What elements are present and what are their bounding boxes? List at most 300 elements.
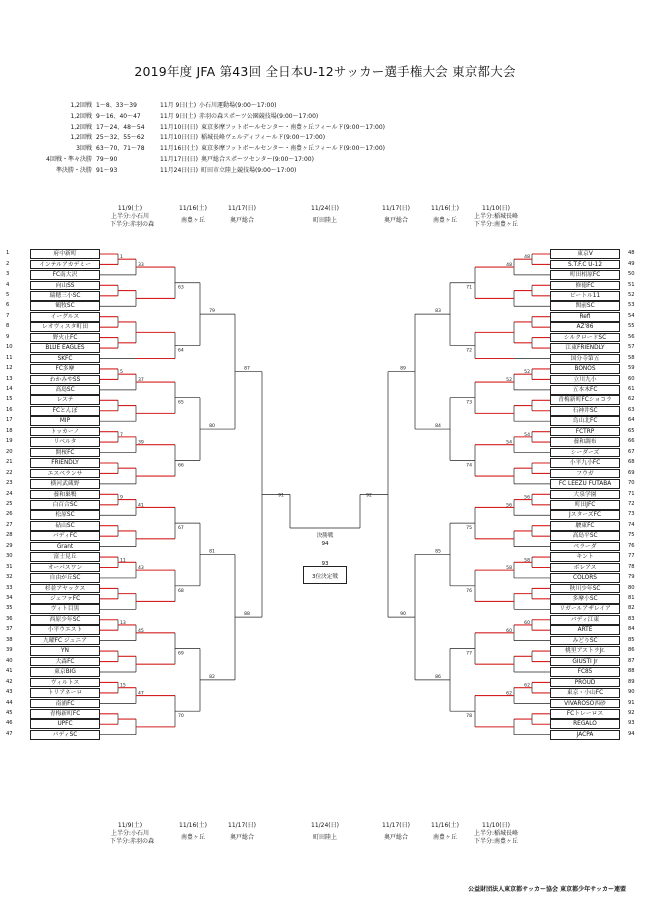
match-number: 64 bbox=[178, 348, 184, 354]
header-r3-date: 11/16(土) bbox=[179, 822, 207, 829]
match-number: 68 bbox=[178, 588, 184, 594]
seed-number: 50 bbox=[628, 271, 635, 278]
header-left-venue-upper: 上半分:小石川 bbox=[110, 830, 150, 837]
seed-number: 67 bbox=[628, 448, 635, 455]
team-right: 石神井SC bbox=[550, 406, 620, 416]
schedule-venue: 奥戸総合スポーツセンター(9:00～17:00) bbox=[200, 156, 314, 163]
schedule-round: 3回戦 bbox=[76, 145, 92, 153]
header-r3-date-right: 11/16(土) bbox=[431, 205, 459, 212]
team-right: 養和調布 bbox=[550, 437, 620, 447]
header-right-venue-lower: 下半分:南豊ヶ丘 bbox=[473, 838, 519, 845]
schedule-round: 1,2回戦 bbox=[70, 112, 92, 120]
match-number: 41 bbox=[138, 503, 144, 509]
team-right: ボレアス bbox=[550, 563, 620, 573]
seed-number: 79 bbox=[628, 574, 635, 581]
seed-number: 70 bbox=[628, 480, 635, 487]
team-left: Grant bbox=[30, 542, 100, 552]
team-left: FRIENDLY bbox=[30, 458, 100, 468]
match-number: 90 bbox=[400, 612, 406, 618]
match-number: 60 bbox=[506, 628, 512, 634]
seed-number: 5 bbox=[6, 291, 10, 298]
team-left: 瑞穂三小SC bbox=[30, 291, 100, 301]
team-right: 江東FRIENDLY bbox=[550, 343, 620, 353]
header-final-date: 11/24(日) bbox=[311, 205, 339, 212]
team-left: SKFC bbox=[30, 354, 100, 364]
match-number: 88 bbox=[244, 612, 250, 618]
header-r4-date: 11/17(日) bbox=[228, 205, 256, 212]
team-right: 秋川少年SC bbox=[550, 584, 620, 594]
seed-number: 10 bbox=[6, 344, 13, 351]
team-left: 白百合SC bbox=[30, 500, 100, 510]
match-number: 78 bbox=[466, 714, 472, 720]
team-right: みどりSC bbox=[550, 636, 620, 646]
team-left: オーパスワン bbox=[30, 563, 100, 573]
seed-number: 47 bbox=[6, 730, 13, 737]
header-left-venue-lower: 下半分:赤羽の森 bbox=[109, 221, 155, 228]
match-number: 52 bbox=[506, 378, 512, 384]
schedule-matches: 25～32、55～62 bbox=[96, 134, 145, 142]
schedule-round: 1,2回戦 bbox=[70, 102, 92, 109]
header-final-date: 11/24(日) bbox=[311, 822, 339, 829]
seed-number: 35 bbox=[6, 605, 13, 612]
team-right: 桃里アストラJr. bbox=[550, 646, 620, 656]
team-left: ジェファFC bbox=[30, 594, 100, 604]
team-right: 関前SC bbox=[550, 301, 620, 311]
team-right: 五本木FC bbox=[550, 385, 620, 395]
seed-number: 2 bbox=[6, 260, 10, 267]
match-number: 62 bbox=[524, 683, 530, 689]
schedule-date: 11月10日(日) bbox=[160, 134, 198, 142]
seed-number: 69 bbox=[628, 469, 635, 476]
team-left: エスペランサ bbox=[30, 469, 100, 479]
seed-number: 42 bbox=[6, 678, 13, 685]
seed-number: 1 bbox=[6, 250, 10, 257]
seed-number: 62 bbox=[628, 396, 635, 403]
header-r4-date-right: 11/17(日) bbox=[382, 822, 410, 829]
header-right-venue-upper: 上半分:稲城長峰 bbox=[473, 213, 519, 220]
third-place-match-number: 93 bbox=[321, 561, 329, 567]
seed-number: 58 bbox=[628, 354, 635, 361]
match-number: 67 bbox=[178, 526, 184, 532]
team-right: リガールアザレイア bbox=[550, 604, 620, 614]
seed-number: 94 bbox=[628, 730, 635, 737]
team-left: 府中新町 bbox=[30, 249, 100, 259]
team-right: FCTRP bbox=[550, 427, 620, 437]
seed-number: 55 bbox=[628, 323, 635, 330]
schedule-matches: 91～93 bbox=[96, 166, 118, 174]
team-right: 立川九小 bbox=[550, 375, 620, 385]
seed-number: 29 bbox=[6, 542, 13, 549]
header-left-date: 11/9(土) bbox=[117, 822, 143, 829]
team-left: 東京BIG bbox=[30, 667, 100, 677]
team-right: ビートル11 bbox=[550, 291, 620, 301]
team-left: インテルアカデミー bbox=[30, 260, 100, 270]
team-left: パディSC bbox=[30, 730, 100, 740]
schedule-round: 準決勝・決勝 bbox=[55, 166, 92, 174]
team-right: COLORS bbox=[550, 573, 620, 583]
seed-number: 30 bbox=[6, 553, 13, 560]
match-number: 47 bbox=[138, 691, 144, 697]
header-r3-venue-right: 南豊ヶ丘 bbox=[432, 834, 457, 841]
seed-number: 75 bbox=[628, 532, 635, 539]
seed-number: 6 bbox=[6, 302, 10, 309]
team-left: 小平ウエスト bbox=[30, 625, 100, 635]
match-number: 58 bbox=[524, 558, 530, 564]
team-right: AZ'86 bbox=[550, 322, 620, 332]
seed-number: 22 bbox=[6, 469, 13, 476]
schedule-date: 11月17日(日) bbox=[160, 156, 198, 163]
seed-number: 8 bbox=[6, 323, 10, 330]
header-final-venue: 町田陸上 bbox=[312, 834, 337, 841]
seed-number: 88 bbox=[628, 668, 635, 675]
seed-number: 83 bbox=[628, 615, 635, 622]
team-left: UPFC bbox=[30, 719, 100, 729]
team-left: イーグルス bbox=[30, 312, 100, 322]
seed-number: 81 bbox=[628, 595, 635, 601]
header-right-date: 11/10(日) bbox=[482, 205, 510, 212]
team-right: 小平九小FC bbox=[550, 458, 620, 468]
team-left: 青梅新町FC bbox=[30, 709, 100, 719]
seed-number: 24 bbox=[6, 490, 13, 497]
match-number: 56 bbox=[524, 495, 530, 501]
page-title: 2019年度 JFA 第43回 全日本U-12サッカー選手権大会 東京都大会 bbox=[134, 64, 516, 79]
match-number: 33 bbox=[138, 263, 144, 269]
seed-number: 26 bbox=[6, 511, 13, 518]
schedule-matches: 79～90 bbox=[96, 156, 118, 163]
seed-number: 31 bbox=[6, 563, 13, 570]
match-number: 84 bbox=[435, 424, 441, 430]
schedule-round: 4回戦・準々決勝 bbox=[46, 156, 92, 163]
schedule-venue: 東京多摩フットボールセンター・南豊ヶ丘フィールド(9:00～17:00) bbox=[200, 123, 386, 131]
seed-number: 39 bbox=[6, 647, 13, 654]
team-right: 青梅新町FCショコラ bbox=[550, 395, 620, 405]
header-right-date: 11/10(日) bbox=[482, 822, 510, 829]
seed-number: 87 bbox=[628, 657, 635, 664]
final-label: 決勝戦 bbox=[316, 533, 334, 539]
seed-number: 27 bbox=[6, 521, 13, 528]
seed-number: 61 bbox=[628, 386, 635, 392]
seed-number: 4 bbox=[6, 281, 10, 288]
seed-number: 12 bbox=[6, 365, 13, 372]
seed-number: 66 bbox=[628, 438, 635, 445]
seed-number: 9 bbox=[6, 333, 10, 340]
team-left: FC南大沢 bbox=[30, 270, 100, 280]
team-right: 町田相原FC bbox=[550, 270, 620, 280]
seed-number: 28 bbox=[6, 532, 13, 539]
schedule-date: 11月24日(日) bbox=[160, 166, 198, 174]
seed-number: 82 bbox=[628, 605, 635, 612]
seed-number: 46 bbox=[6, 720, 13, 727]
team-left: ヴィト目黒 bbox=[30, 604, 100, 614]
header-r4-venue: 奥戸総合 bbox=[229, 217, 254, 224]
schedule-venue: 赤羽の森スポーツ公園競技場(9:00～17:00) bbox=[199, 112, 319, 120]
seed-number: 57 bbox=[628, 344, 635, 351]
team-left: YN bbox=[30, 646, 100, 656]
team-left: トッカーノ bbox=[30, 427, 100, 437]
team-right: 高島平SC bbox=[550, 531, 620, 541]
team-left: パディFC bbox=[30, 531, 100, 541]
seed-number: 65 bbox=[628, 427, 635, 434]
team-right: シーダーズ bbox=[550, 448, 620, 458]
team-left: 養和巣鴨 bbox=[30, 490, 100, 500]
seed-number: 41 bbox=[6, 668, 13, 675]
seed-number: 48 bbox=[628, 250, 635, 257]
schedule-matches: 17～24、48～54 bbox=[96, 123, 145, 131]
seed-number: 92 bbox=[628, 709, 635, 716]
header-r4-date: 11/17(日) bbox=[228, 822, 256, 829]
schedule-venue: 小石川運動場(9:00～17:00) bbox=[199, 102, 277, 109]
team-right: パディ江東 bbox=[550, 615, 620, 625]
seed-number: 19 bbox=[6, 438, 13, 445]
team-left: 開桜FC bbox=[30, 448, 100, 458]
match-number: 85 bbox=[435, 549, 441, 555]
match-number: 52 bbox=[524, 370, 530, 376]
header-left-venue-upper: 上半分:小石川 bbox=[110, 213, 150, 220]
match-number: 48 bbox=[506, 263, 512, 269]
schedule-date: 11月 9日(土) bbox=[160, 102, 197, 109]
seed-number: 72 bbox=[628, 500, 635, 507]
team-right: FC85 bbox=[550, 667, 620, 677]
schedule-date: 11月10日(日) bbox=[160, 123, 198, 131]
match-number: 76 bbox=[466, 588, 472, 594]
team-left: 松原SC bbox=[30, 510, 100, 520]
seed-number: 7 bbox=[6, 312, 10, 319]
team-right: 東京V bbox=[550, 249, 620, 259]
team-right: PROUD bbox=[550, 678, 620, 688]
seed-number: 63 bbox=[628, 406, 635, 413]
team-left: レオヴィスタ町田 bbox=[30, 322, 100, 332]
match-number: 70 bbox=[178, 714, 184, 720]
match-number: 63 bbox=[178, 285, 184, 291]
team-left: 高島SC bbox=[30, 385, 100, 395]
seed-number: 89 bbox=[628, 678, 635, 685]
match-number: 65 bbox=[178, 400, 184, 406]
seed-number: 56 bbox=[628, 333, 635, 340]
seed-number: 60 bbox=[628, 375, 635, 382]
match-number: 9 bbox=[120, 495, 123, 501]
seed-number: 84 bbox=[628, 626, 635, 633]
team-right: 修徳FC bbox=[550, 281, 620, 291]
match-number: 86 bbox=[435, 674, 441, 680]
seed-number: 23 bbox=[6, 480, 13, 487]
team-left: 杉並アヤックス bbox=[30, 584, 100, 594]
seed-number: 73 bbox=[628, 511, 635, 518]
seed-number: 51 bbox=[628, 281, 635, 288]
match-number: 5 bbox=[120, 370, 123, 376]
seed-number: 78 bbox=[628, 563, 635, 570]
match-number: 13 bbox=[120, 620, 126, 626]
schedule-date: 11月16日(土) bbox=[160, 145, 198, 153]
seed-number: 20 bbox=[6, 448, 13, 455]
team-left: 砧山SC bbox=[30, 521, 100, 531]
seed-number: 54 bbox=[628, 312, 635, 319]
seed-number: 59 bbox=[628, 365, 635, 372]
seed-number: 18 bbox=[6, 427, 13, 434]
match-number: 91 bbox=[278, 493, 284, 499]
header-r4-date-right: 11/17(日) bbox=[382, 205, 410, 212]
schedule-venue: 東京多摩フットボールセンター・南豊ヶ丘フィールド(9:00～17:00) bbox=[200, 145, 386, 153]
seed-number: 71 bbox=[628, 490, 635, 497]
schedule-matches: 1～8、33～39 bbox=[96, 102, 137, 109]
team-right: 大泉学園 bbox=[550, 490, 620, 500]
header-right-venue-lower: 下半分:南豊ヶ丘 bbox=[473, 221, 519, 228]
match-number: 58 bbox=[506, 566, 512, 572]
team-left: 横河武蔵野 bbox=[30, 479, 100, 489]
team-right: JスターズFC bbox=[550, 510, 620, 520]
match-number: 54 bbox=[506, 440, 512, 446]
team-left: 向山SS bbox=[30, 281, 100, 291]
match-number: 74 bbox=[466, 463, 472, 469]
team-right: 多摩小SC bbox=[550, 594, 620, 604]
team-right: 烏山北FC bbox=[550, 416, 620, 426]
seed-number: 15 bbox=[6, 396, 13, 403]
team-left: ヴィルトス bbox=[30, 678, 100, 688]
seed-number: 25 bbox=[6, 500, 13, 507]
team-right: VIVAROSO西砂 bbox=[550, 699, 620, 709]
team-right: 町田JFC bbox=[550, 500, 620, 510]
header-final-venue: 町田陸上 bbox=[312, 217, 337, 224]
team-left: 野火止FC bbox=[30, 333, 100, 343]
match-number: 75 bbox=[466, 526, 472, 532]
team-left: 鶴牧SC bbox=[30, 301, 100, 311]
seed-number: 16 bbox=[6, 406, 13, 413]
seed-number: 38 bbox=[6, 636, 13, 643]
match-number: 82 bbox=[209, 674, 215, 680]
seed-number: 32 bbox=[6, 574, 13, 581]
seed-number: 86 bbox=[628, 647, 635, 654]
team-left: 大森FC bbox=[30, 657, 100, 667]
header-r4-venue: 奥戸総合 bbox=[229, 834, 254, 841]
seed-number: 40 bbox=[6, 657, 13, 664]
header-r3-date-right: 11/16(土) bbox=[431, 822, 459, 829]
team-right: ペラーダ bbox=[550, 542, 620, 552]
match-number: 66 bbox=[178, 463, 184, 469]
match-number: 92 bbox=[366, 493, 372, 499]
match-number: 43 bbox=[138, 566, 144, 572]
team-left: 九曜FC ジュニア bbox=[30, 636, 100, 646]
header-r3-venue: 南豊ヶ丘 bbox=[180, 834, 205, 841]
seed-number: 90 bbox=[628, 689, 635, 696]
schedule-matches: 9～16、40～47 bbox=[96, 112, 141, 120]
seed-number: 36 bbox=[6, 615, 13, 622]
match-number: 79 bbox=[209, 309, 215, 315]
team-left: FCとんぼ bbox=[30, 406, 100, 416]
team-left: MIP bbox=[30, 416, 100, 426]
schedule-venue: 町田市立陸上競技場(9:00～17:00) bbox=[200, 166, 297, 174]
seed-number: 80 bbox=[628, 584, 635, 591]
match-number: 71 bbox=[466, 285, 472, 291]
match-number: 56 bbox=[506, 503, 512, 509]
seed-number: 52 bbox=[628, 291, 635, 298]
team-left: FC多摩 bbox=[30, 364, 100, 374]
match-number: 87 bbox=[244, 366, 250, 372]
match-number: 48 bbox=[524, 255, 530, 261]
match-number: 11 bbox=[120, 558, 126, 564]
schedule-venue: 稲城長峰ヴェルディフィールド(9:00～17:00) bbox=[200, 134, 326, 142]
team-right: キント bbox=[550, 552, 620, 562]
header-left-venue-lower: 下半分:赤羽の森 bbox=[109, 838, 155, 845]
seed-number: 93 bbox=[628, 720, 635, 727]
team-left: 南浦FC bbox=[30, 699, 100, 709]
seed-number: 77 bbox=[628, 553, 635, 560]
team-right: 駿東FC bbox=[550, 521, 620, 531]
seed-number: 91 bbox=[628, 699, 635, 706]
seed-number: 11 bbox=[6, 354, 13, 361]
header-r3-venue-right: 南豊ヶ丘 bbox=[432, 217, 457, 224]
seed-number: 34 bbox=[6, 595, 13, 601]
match-number: 62 bbox=[506, 691, 512, 697]
header-r3-venue: 南豊ヶ丘 bbox=[180, 217, 205, 224]
seed-number: 14 bbox=[6, 386, 13, 392]
seed-number: 53 bbox=[628, 302, 635, 309]
team-right: フウガ bbox=[550, 469, 620, 479]
final-match-number: 94 bbox=[321, 541, 329, 547]
team-right: REGALO bbox=[550, 719, 620, 729]
match-number: 72 bbox=[466, 348, 472, 354]
team-right: 国分寺第五 bbox=[550, 354, 620, 364]
team-left: 富士見丘 bbox=[30, 552, 100, 562]
schedule-matches: 63～70、71～78 bbox=[96, 145, 145, 153]
team-right: ARTE bbox=[550, 625, 620, 635]
header-r3-date: 11/16(土) bbox=[179, 205, 207, 212]
match-number: 60 bbox=[524, 620, 530, 626]
schedule-round: 1,2回戦 bbox=[70, 134, 92, 142]
seed-number: 64 bbox=[628, 417, 635, 424]
match-number: 54 bbox=[524, 432, 530, 438]
footer-organizer: 公益財団法人東京都サッカー協会 東京都少年サッカー連盟 bbox=[468, 886, 626, 893]
match-number: 77 bbox=[466, 651, 472, 657]
match-number: 80 bbox=[209, 424, 215, 430]
match-number: 81 bbox=[209, 549, 215, 555]
team-left: わかみやSS bbox=[30, 375, 100, 385]
match-number: 7 bbox=[120, 432, 123, 438]
seed-number: 37 bbox=[6, 626, 13, 633]
team-right: シルクロードSC bbox=[550, 333, 620, 343]
team-left: 自由が丘SC bbox=[30, 573, 100, 583]
team-right: FCトレーロス bbox=[550, 709, 620, 719]
schedule-date: 11月 9日(土) bbox=[160, 112, 197, 120]
match-number: 1 bbox=[120, 255, 123, 261]
third-place-label: 3位決定戦 bbox=[312, 574, 338, 580]
team-right: JACPA bbox=[550, 730, 620, 740]
team-left: BLUE EAGLES bbox=[30, 343, 100, 353]
header-left-date: 11/9(土) bbox=[117, 205, 143, 212]
header-r4-venue-right: 奥戸総合 bbox=[383, 217, 408, 224]
seed-number: 33 bbox=[6, 584, 13, 591]
match-number: 39 bbox=[138, 440, 144, 446]
match-number: 69 bbox=[178, 651, 184, 657]
match-number: 37 bbox=[138, 378, 144, 384]
team-right: Refi bbox=[550, 312, 620, 322]
team-right: FC LEEZU FUTABA bbox=[550, 479, 620, 489]
team-right: GIUSTI Jr bbox=[550, 657, 620, 667]
match-number: 45 bbox=[138, 628, 144, 634]
team-left: トリアネーロ bbox=[30, 688, 100, 698]
team-right: BONOS bbox=[550, 364, 620, 374]
seed-number: 68 bbox=[628, 459, 635, 466]
seed-number: 49 bbox=[628, 260, 635, 267]
seed-number: 76 bbox=[628, 542, 635, 549]
schedule-round: 1,2回戦 bbox=[70, 123, 92, 131]
seed-number: 45 bbox=[6, 709, 13, 716]
team-right: 東京・小山FC bbox=[550, 688, 620, 698]
seed-number: 44 bbox=[6, 699, 13, 706]
match-number: 15 bbox=[120, 683, 126, 689]
team-left: 西原少年SC bbox=[30, 615, 100, 625]
header-r4-venue-right: 奥戸総合 bbox=[383, 834, 408, 841]
match-number: 89 bbox=[400, 366, 406, 372]
seed-number: 43 bbox=[6, 689, 13, 696]
